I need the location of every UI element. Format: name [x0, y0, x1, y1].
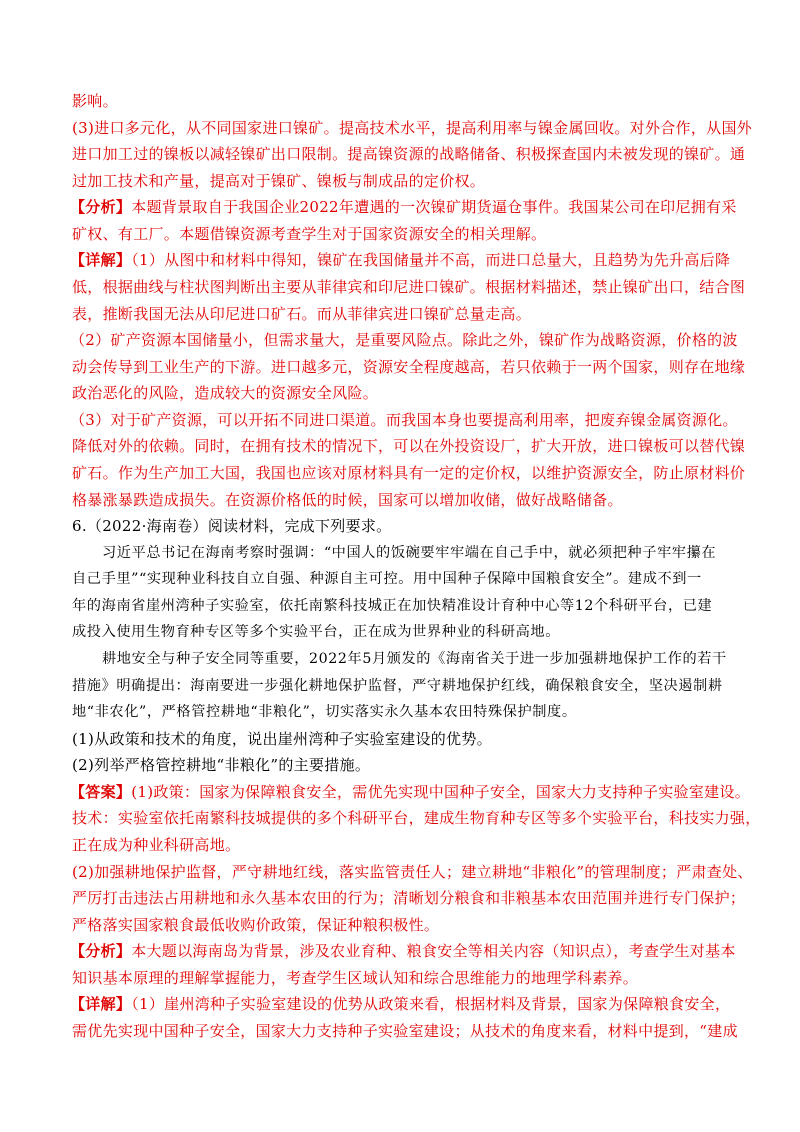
prev-answer-line: (3)进口多元化，从不同国家进口镍矿。提高技术水平，提高利用率与镍金属回收。对外合作，从国外 — [72, 119, 753, 137]
analysis-line: 知识基本原理的理解掌握能力，考查学生区域认知和综合思维能力的地理学科素养。 — [72, 969, 639, 987]
question-ask: (1)从政策和技术的角度，说出崖州湾种子实验室建设的优势。 — [72, 730, 492, 748]
material-line: 措施》明确提出：海南要进一步强化耕地保护监督，严守耕地保护红线，确保粮食安全，坚决遏制耕 — [72, 678, 723, 694]
answer-line: 正在成为种业科研高地。 — [72, 836, 241, 854]
prev-detail-line: 动会传导到工业生产的下游。进口越多元，资源安全程度越高，若只依赖于一两个国家，则存在地缘 — [72, 358, 746, 376]
detail-tag: 【详解】 — [70, 251, 132, 269]
detail-line: 【详解】（1）崖州湾种子实验室建设的优势从政策来看，根据材料及背景，国家为保障粮食安全， — [70, 995, 731, 1013]
answer-tag: 【答案】 — [70, 783, 132, 801]
material-line: 地“非农化”，严格管控耕地“非粮化”，切实落实永久基本农田特殊保护制度。 — [72, 704, 577, 720]
detail-line: 需优先实现中国种子安全，国家大力支持种子实验室建设；从技术的角度来看，材料中提到，“建成 — [72, 1022, 738, 1040]
prev-detail-line: 降低对外的依赖。同时，在拥有技术的情况下，可以在外投资设厂，扩大开放，进口镍板可以替代镍 — [72, 437, 746, 455]
detail-tag: 【详解】 — [70, 995, 132, 1013]
answer-line: 技术：实验室依托南繁科技城提供的多个科研平台，建成生物育种专区等多个实验平台，科技实力强， — [72, 809, 761, 827]
prev-detail-line: （3）对于矿产资源，可以开拓不同进口渠道。而我国本身也要提高利用率，把废弃镍金属资源化。 — [70, 411, 738, 429]
prev-detail-line: 政治恶化的风险，造成较大的资源安全风险。 — [72, 384, 379, 402]
answer-line: 严格落实国家粮食最低收购价政策，保证种粮积极性。 — [72, 916, 440, 934]
answer-line: (2)加强耕地保护监督，严守耕地红线，落实监管责任人；建立耕地“非粮化”的管理制度；严肃查处、 — [72, 863, 753, 881]
prev-detail-line: （2）矿产资源本国储量小，但需求量大，是重要风险点。除此之外，镍矿作为战略资源，价格的波 — [70, 331, 738, 349]
prev-analysis-line: 矿权、有工厂。本题借镍资源考查学生对于国家资源安全的相关理解。 — [72, 225, 547, 243]
prev-detail-line: 表，推断我国无法从印尼进口矿石。而从菲律宾进口镍矿总量走高。 — [72, 305, 532, 323]
material-line: 成投入使用生物育种专区等多个实验平台，正在成为世界种业的科研高地。 — [72, 624, 560, 640]
material-line: 年的海南省崖州湾种子实验室，依托南繁科技城正在加快精准设计育种中心等12个科研平台，已建 — [72, 598, 713, 614]
prev-answer-line: 过加工技术和产量，提高对于镍矿、镍板与制成品的定价权。 — [72, 172, 486, 190]
prev-detail-line: 矿石。作为生产加工大国，我国也应该对原材料具有一定的定价权，以维护资源安全，防止原材料价 — [72, 464, 746, 482]
question-header: 6.（2022·海南卷）阅读材料，完成下列要求。 — [72, 517, 392, 535]
prev-detail-line: 格暴涨暴跌造成损失。在资源价格低的时候，国家可以增加收储，做好战略储备。 — [72, 491, 623, 509]
prev-analysis-line: 【分析】本题背景取自于我国企业2022年遭遇的一次镍矿期货逼仓事件。我国某公司在印尼拥有采 — [70, 198, 737, 216]
material-line: 自己手里”“实现种业科技自立自强、种源自主可控。用中国种子保障中国粮食安全”。建成不到一 — [72, 571, 702, 587]
answer-line: 【答案】(1)政策：国家为保障粮食安全，需优先实现中国种子安全，国家大力支持种子实验室建设。 — [70, 783, 751, 801]
material-line: 耕地安全与种子安全同等重要，2022年5月颁发的《海南省关于进一步加强耕地保护工作的若干 — [102, 651, 727, 667]
prev-detail-line: 低，根据曲线与柱状图判断出主要从菲律宾和印尼进口镍矿。根据材料描述，禁止镍矿出口，结合图 — [72, 278, 746, 296]
analysis-tag: 【分析】 — [70, 942, 132, 960]
prev-answer-line: 进口加工过的镍板以减轻镍矿出口限制。提高镍资源的战略储备、积极探查国内未被发现的镍矿。通 — [72, 145, 746, 163]
analysis-tag: 【分析】 — [70, 198, 132, 216]
material-line: 习近平总书记在海南考察时强调：“中国人的饭碗要牢牢端在自己手中，就必须把种子牢牢攥在 — [102, 545, 717, 561]
analysis-line: 【分析】本大题以海南岛为背景，涉及农业育种、粮食安全等相关内容（知识点），考查学生对基本 — [70, 942, 736, 960]
question-ask: (2)列举严格管控耕地“非粮化”的主要措施。 — [72, 756, 371, 774]
prev-detail-line: 【详解】（1）从图中和材料中得知，镍矿在我国储量并不高，而进口总量大，且趋势为先升高后降 — [70, 251, 731, 269]
prev-answer-line: 影响。 — [72, 92, 118, 110]
answer-line: 严厉打击违法占用耕地和永久基本农田的行为；清晰划分粮食和非粮基本农田范围并进行专门保护； — [72, 889, 746, 907]
